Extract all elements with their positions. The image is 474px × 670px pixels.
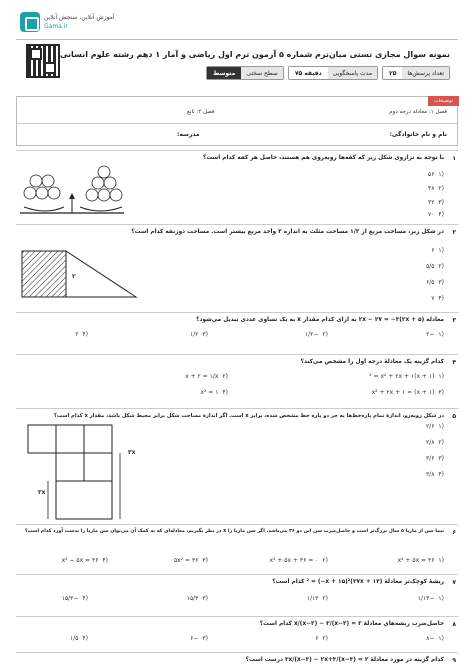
cross-shape-figure [26,423,146,521]
site-header [16,8,458,40]
question-6 [16,524,458,572]
option-2[interactable]: (۲−۱/۲ [304,331,328,338]
question-3 [16,312,458,352]
info-chapter-2: فصل ۲: تابع [187,109,215,115]
question-text: حاصل‌ضرب ریشه‌های معادلهٔ x/(x−۲) − ۳/(x−۲) = ۲ کدام است؟ [259,621,444,627]
option-1[interactable]: (۱(x + ۱)² = x² + ۲x + ۱ [369,373,444,380]
option-3[interactable]: (۳(x + ۱) = x² + ۲x + ۱ [371,389,444,396]
question-number: ۹ [452,657,456,664]
question-number: ۸ [452,621,456,628]
gama-logo-icon [20,12,40,32]
option-4[interactable]: (۴x² = ۱ [200,389,228,396]
badge-value: متوسط [207,67,241,79]
qr-code-icon [26,44,60,78]
question-text: در شکل زیر، مساحت مربع از ۱/۲ مساحت مثلث به اندازه ۲ واحد مربع بیشتر است. مساحت ذوزنقه کدام است؟ [131,229,444,235]
exam-badges [206,66,450,80]
option-3[interactable]: (۳۶/۵ [425,279,444,286]
question-number: ۳ [452,317,456,324]
badge-key: تعداد پرسش‌ها [402,67,449,79]
student-name-label: نام و نام خانوادگی: [389,131,447,138]
question-8 [16,616,458,650]
question-number: ۶ [452,529,456,536]
question-1 [16,150,458,222]
option-1[interactable]: (۱۶ [431,247,444,254]
balance-scale-figure [16,167,128,219]
question-text: کدام گزینه در مورد معادلهٔ ۲ = ۳x/(x−۳) − ۲x+۳/(x−۳) درست است؟ [245,657,444,663]
exam-info-box [16,96,458,146]
option-3[interactable]: (۳۱۵/۳ [186,595,208,602]
question-9 [16,652,458,668]
option-3[interactable]: (۳۳۲ [427,199,444,206]
option-2[interactable]: (۲۶ [315,635,328,642]
badge-key: سطح سختی [241,67,282,79]
badge-key: مدت پاسخگویی [328,67,377,79]
option-4[interactable]: (۴۳/۸ [425,471,444,478]
option-4[interactable]: (۴۷۰ [427,211,444,218]
option-3[interactable]: (۳۵x² = ۳۶ [173,557,208,564]
exam-header [16,42,458,92]
option-2[interactable]: (۲۲/۸ [425,439,444,446]
question-2 [16,224,458,310]
option-1[interactable]: (۱x² + ۵x = ۳۶ [397,557,444,564]
question-text: نیما سن از ماریا ۵ سال بزرگ‌تر است و حاصل‌ضرب سن این دو ۳۶ می‌باشد. اگر سن ماریا را x در نظر بگیریم، معادله‌ای که به کمک آن می‌توان سن ماریا را بدست آورد کدام است؟ [24,529,444,534]
option-1[interactable]: (۱−۲ [426,331,444,338]
option-4[interactable]: (۴۱/۵ [69,635,88,642]
question-text: در شکل روبه‌رو، اندازهٔ تمام پاره‌خط‌ها به جز دو پاره خط مشخص شده، برابر x است. اگر اندازهٔ مساحت شکل برابر محیط شکل باشد، مقدار x کدام است؟ [53,413,444,419]
option-3[interactable]: (۳۱/۲ [189,331,208,338]
option-2[interactable]: (۲۴۸ [427,185,444,192]
figure-label-right: ۳x [128,449,136,456]
question-number: ۷ [452,579,456,586]
badge-question-count [382,66,450,80]
question-number: ۵ [452,413,456,420]
logo-tagline: آموزش آنلاین، سنجش آنلاین [44,14,115,21]
option-4[interactable]: (۴−۱۵/۳ [61,595,88,602]
option-2[interactable]: (۲۵/۵ [425,263,444,270]
badge-value: ۲۵ [383,67,402,79]
option-4[interactable]: (۴۷ [431,295,444,302]
figure-label-left: ۳x [38,489,46,496]
question-5 [16,408,458,520]
exam-title: نمونه سوال مجازی تستی میان‌ترم شماره ۵ آزمون ترم اول ریاضی و آمار ۱ دهم رشته علوم انسانی [59,50,450,59]
question-text: با توجه به ترازوی شکل زیر که کفه‌ها روبه‌روی هم هستند، حاصل هر کفه کدام است؟ [203,155,444,161]
divider [17,123,457,124]
square-triangle-figure [20,249,140,299]
option-1[interactable]: (۱۵۶ [427,171,444,178]
logo-domain[interactable]: Gama.ir [44,23,68,30]
option-2[interactable]: (۲x + ۲ = ۱/x [185,373,228,380]
option-2[interactable]: (۲x² + ۵x + ۳۶ = ۰ [269,557,328,564]
question-number: ۴ [452,359,456,366]
option-3[interactable]: (۳۳/۶ [425,455,444,462]
badge-duration [288,66,378,80]
option-1[interactable]: (۱۲/۶ [425,423,444,430]
option-2[interactable]: (۲۱/۱۳ [306,595,328,602]
question-text: کدام گزینه یک معادلهٔ درجه اول را مشخص می‌کند؟ [300,359,444,365]
figure-label: ۲ [72,273,76,280]
question-7 [16,574,458,614]
option-1[interactable]: (۱−۱/۱۳ [417,595,444,602]
option-1[interactable]: (۱−۸ [426,635,444,642]
info-tag: توضیحات [428,96,459,106]
question-number: ۲ [452,229,456,236]
question-4 [16,354,458,406]
option-4[interactable]: (۴x² − ۵x = ۳۶ [61,557,108,564]
question-text: ریشهٔ کوچک‌تر معادلهٔ (۲۷x + ۱۳)² = (−x + ۱۵)² کدام است؟ [272,579,444,585]
school-label: مدرسه: [177,131,200,138]
question-text: معادله ۲x − ۲۷ = −۳(۲x + ۵) به ازای کدام مقدار x به یک تساوی عددی تبدیل می‌شود؟ [196,317,444,323]
badge-value: ۷۵ دقیقه [289,67,328,79]
option-3[interactable]: (۳−۶ [190,635,208,642]
option-4[interactable]: (۴۲ [75,331,88,338]
info-chapter-1: فصل ۱: معادله درجه دوم [389,109,447,115]
badge-difficulty [206,66,284,80]
question-number: ۱ [452,155,456,162]
